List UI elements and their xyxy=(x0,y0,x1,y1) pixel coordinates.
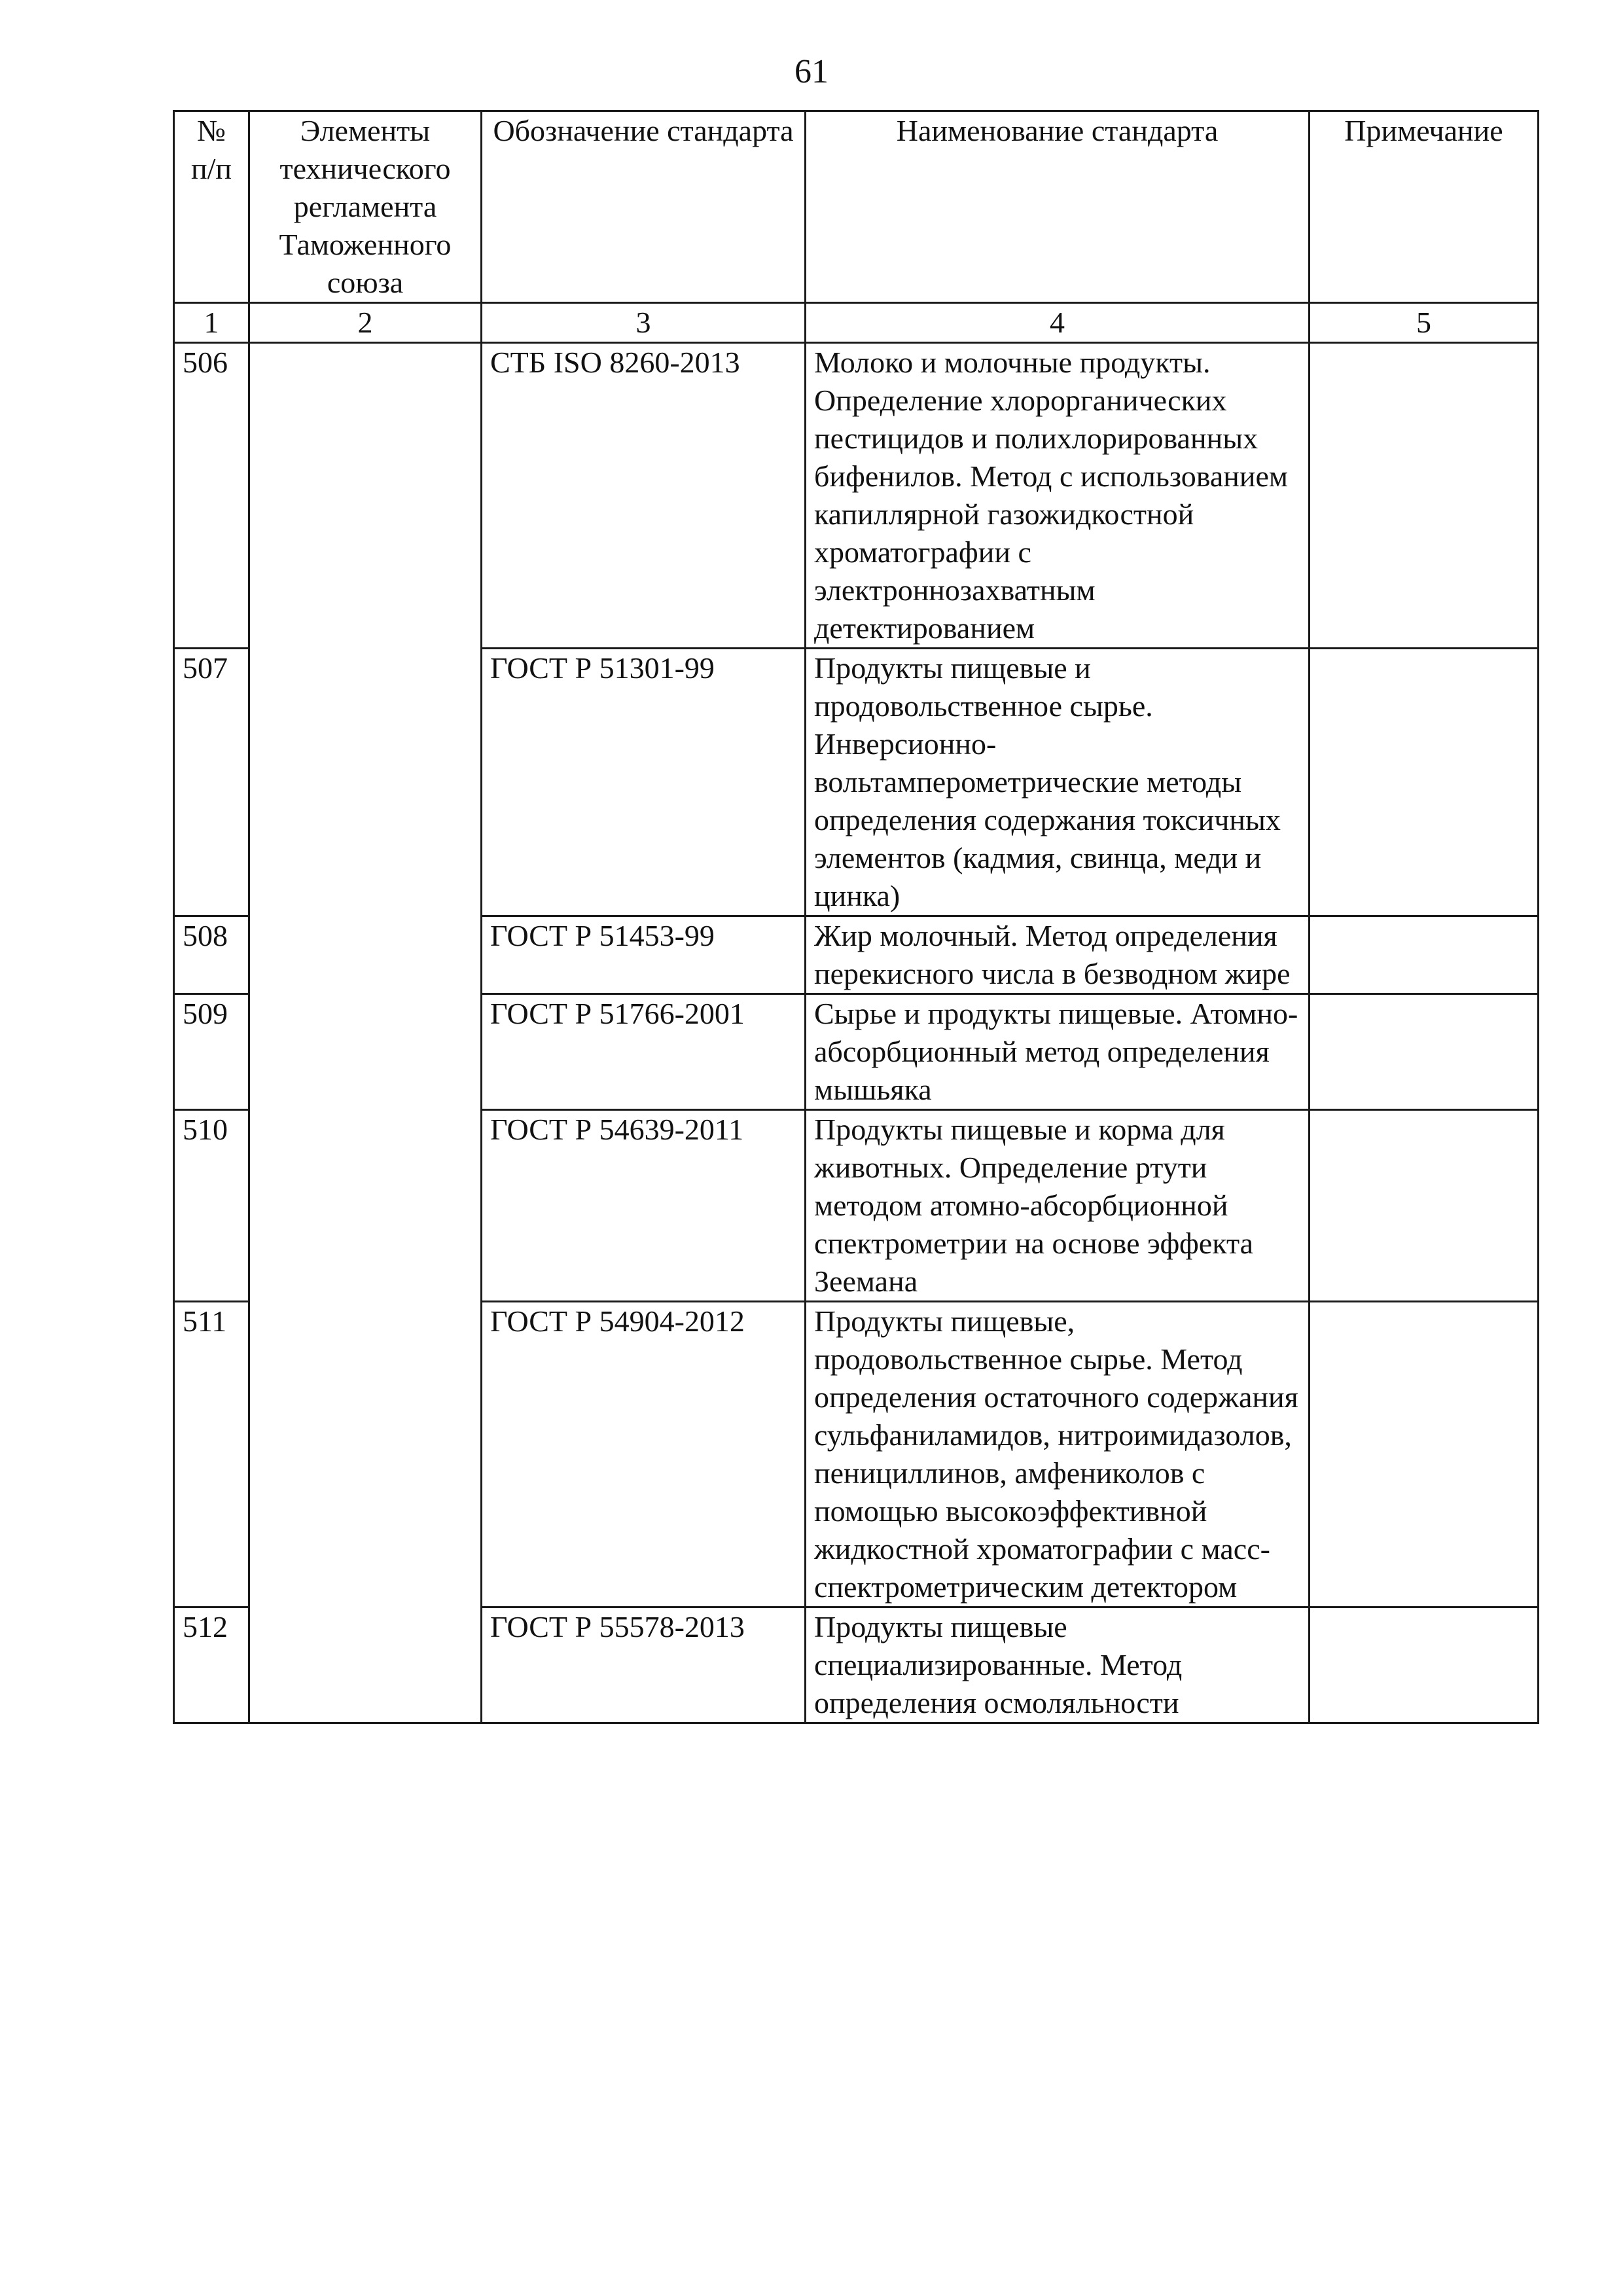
standards-table xyxy=(173,110,1539,1724)
standard-note xyxy=(1310,1110,1539,1302)
header-standard-name: Наименование стандарта xyxy=(806,111,1310,303)
column-number: 3 xyxy=(482,303,806,343)
standard-name: Продукты пищевые и продовольственное сырье. Инверсионно-вольтамперометрические методы определения содержания токсичных элементов (кадмия, свинца, меди и цинка) xyxy=(806,649,1310,916)
column-numbering-row xyxy=(174,303,1539,343)
standard-code: СТБ ISO 8260-2013 xyxy=(482,343,806,649)
header-number: № п/п xyxy=(174,111,249,303)
row-number: 508 xyxy=(174,916,249,994)
row-number: 512 xyxy=(174,1607,249,1723)
row-number: 506 xyxy=(174,343,249,649)
standard-note xyxy=(1310,1607,1539,1723)
row-number: 509 xyxy=(174,994,249,1110)
row-number: 507 xyxy=(174,649,249,916)
header-elements: Элементы технического регламента Таможенного союза xyxy=(249,111,482,303)
standard-code: ГОСТ Р 51301-99 xyxy=(482,649,806,916)
standard-note xyxy=(1310,994,1539,1110)
header-note: Примечание xyxy=(1310,111,1539,303)
standard-code: ГОСТ Р 54639-2011 xyxy=(482,1110,806,1302)
standard-name: Молоко и молочные продукты. Определение хлорорганических пестицидов и полихлорированных бифенилов. Метод с использованием капиллярной газожидкостной хроматографии с электроннозахватным детектированием xyxy=(806,343,1310,649)
standard-name: Продукты пищевые и корма для животных. Определение ртути методом атомно-абсорбционной спектрометрии на основе эффекта Зеемана xyxy=(806,1110,1310,1302)
standard-name: Жир молочный. Метод определения перекисного числа в безводном жире xyxy=(806,916,1310,994)
regulation-elements-cell xyxy=(249,343,482,1723)
standard-code: ГОСТ Р 51453-99 xyxy=(482,916,806,994)
standard-name: Сырье и продукты пищевые. Атомно-абсорбционный метод определения мышьяка xyxy=(806,994,1310,1110)
row-number: 511 xyxy=(174,1302,249,1607)
column-number: 4 xyxy=(806,303,1310,343)
standard-name: Продукты пищевые, продовольственное сырье. Метод определения остаточного содержания сульфаниламидов, нитроимидазолов, пенициллинов, амфениколов с помощью высокоэффективной жидкостной хроматографии с масс-спектрометрическим детектором xyxy=(806,1302,1310,1607)
column-number: 2 xyxy=(249,303,482,343)
standard-code: ГОСТ Р 51766-2001 xyxy=(482,994,806,1110)
standard-code: ГОСТ Р 54904-2012 xyxy=(482,1302,806,1607)
standard-note xyxy=(1310,916,1539,994)
row-number: 510 xyxy=(174,1110,249,1302)
standard-note xyxy=(1310,649,1539,916)
standard-name: Продукты пищевые специализированные. Метод определения осмоляльности xyxy=(806,1607,1310,1723)
column-number: 1 xyxy=(174,303,249,343)
table-row xyxy=(174,343,1539,649)
standard-note xyxy=(1310,343,1539,649)
standard-note xyxy=(1310,1302,1539,1607)
header-designation: Обозначение стандарта xyxy=(482,111,806,303)
page-number: 61 xyxy=(794,53,829,90)
column-number: 5 xyxy=(1310,303,1539,343)
table-header-row xyxy=(174,111,1539,303)
standard-code: ГОСТ Р 55578-2013 xyxy=(482,1607,806,1723)
